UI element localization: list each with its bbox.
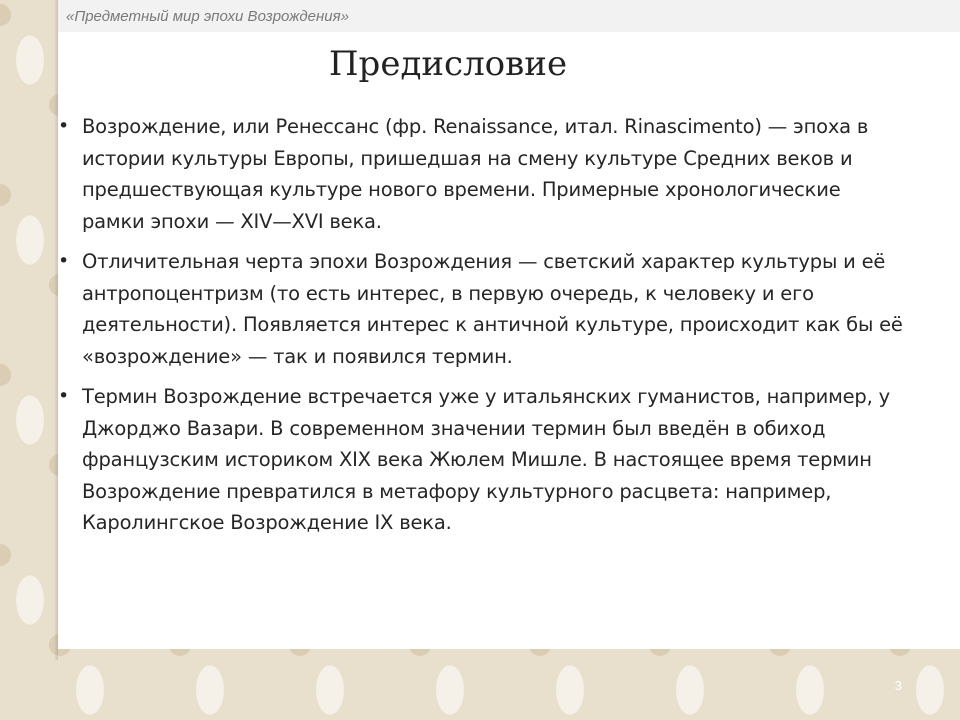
bullet-item (56, 111, 906, 237)
bullet-text: Возрождение, или Ренессанс (фр. Renaissance, итал. Rinascimento) — эпоха в истории культуры Европы, пришедшая на смену культуре Средних веков и предшествующая культуре нового времени. Примерные хронологические рамки эпохи — XIV—XVI века. (82, 115, 869, 233)
bullet-text: Термин Возрождение встречается уже у итальянских гуманистов, например, у Джорджо Вазари. В современном значении термин был введён в обиход французским историком XIX века Жюлем Мишле. В настоящее время термин Возрождение превратился в метафору культурного расцвета: например, Каролингское Возрождение IX века. (82, 385, 890, 534)
bullet-item (56, 381, 906, 539)
bullet-text: Отличительная черта эпохи Возрождения — светский характер культуры и её антропоцентризм (то есть интерес, в первую очередь, к человеку и его деятельности). Появляется интерес к античной культуре, происходит как бы её «возрождение» — так и появился термин. (82, 250, 903, 368)
bullet-icon: • (58, 385, 70, 407)
presentation-header: «Предметный мир эпохи Возрождения» (66, 8, 349, 25)
bullet-list (56, 111, 906, 548)
bullet-icon: • (58, 250, 70, 272)
page-number: 3 (894, 678, 902, 693)
slide-title: Предисловие (328, 44, 568, 84)
bullet-item (56, 246, 906, 372)
bullet-icon: • (58, 115, 70, 137)
